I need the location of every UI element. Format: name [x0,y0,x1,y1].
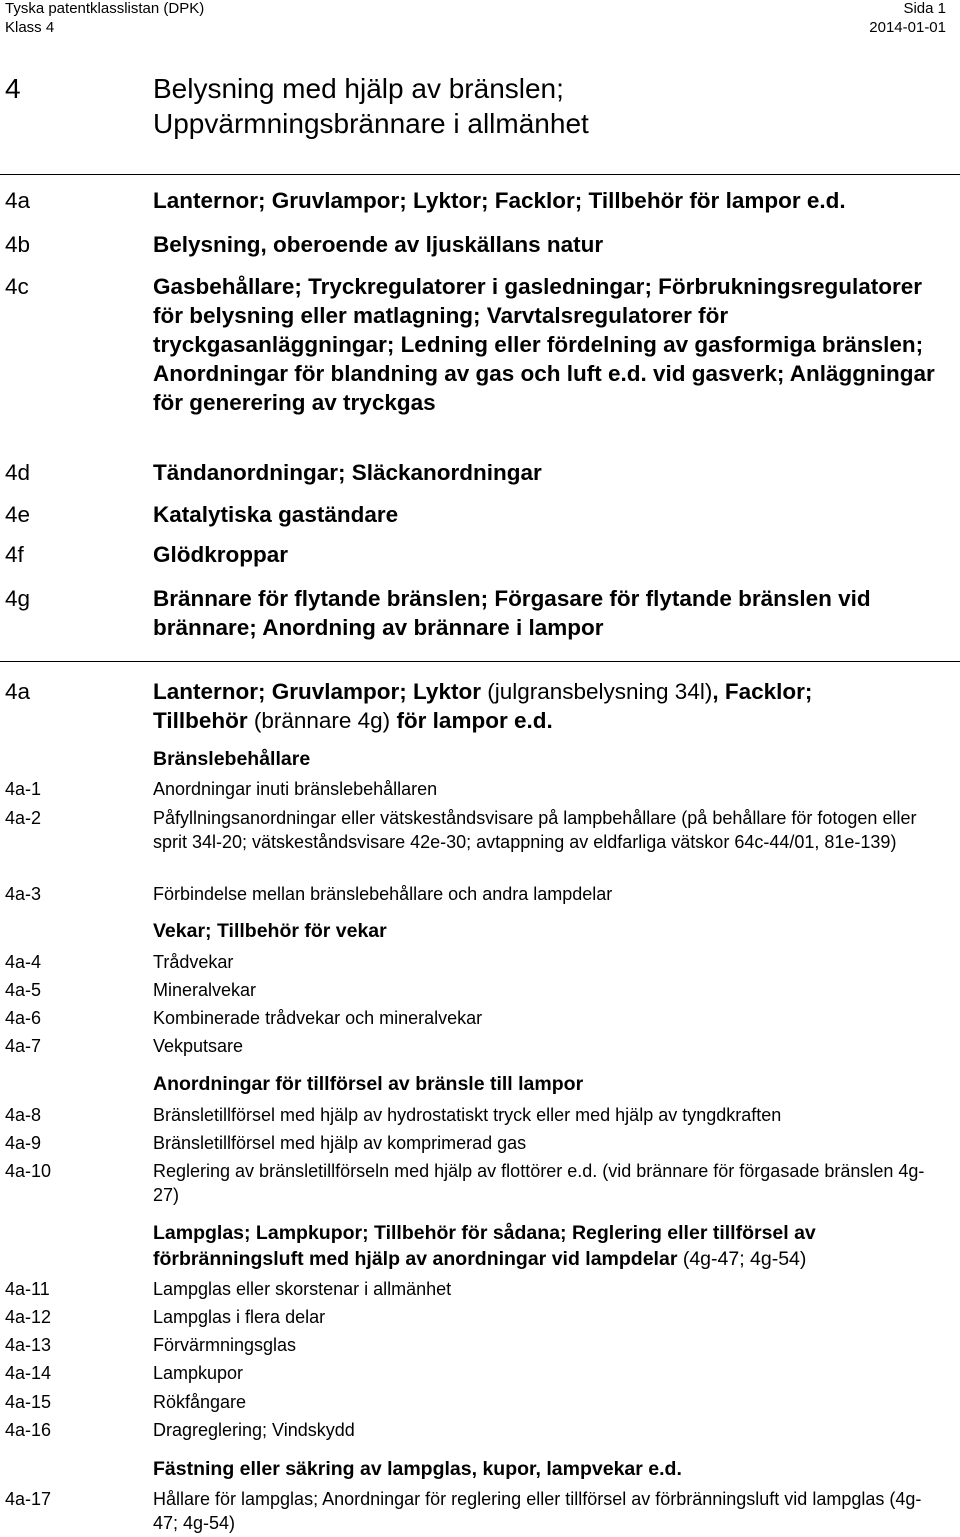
section-title-part: Tillbehör [153,708,248,733]
overview-code: 4f [5,542,24,567]
item-code: 4a-15 [5,1392,52,1412]
overview-code: 4c [5,274,29,299]
item-text: Rökfångare [153,1392,247,1412]
overview-text: Tändanordningar; Släckanordningar [153,460,542,485]
group-heading [153,1220,942,1272]
group-heading: Anordningar för tillförsel av bränsle till lampor [153,1073,584,1095]
item-code: 4a-3 [5,884,42,904]
item-code: 4a-7 [5,1036,42,1056]
overview-text: Glödkroppar [153,542,289,567]
class-number: 4 [5,73,21,104]
item-code: 4a-17 [5,1489,52,1509]
section-title [153,677,942,735]
item-code: 4a-13 [5,1335,52,1355]
item-text: Lampglas i flera delar [153,1307,326,1327]
overview-code: 4a [5,188,31,213]
overview-text: Belysning, oberoende av ljuskällans natur [153,232,604,257]
document-title: Tyska patentklasslistan (DPK) [5,0,205,17]
item-text: Förbindelse mellan bränslebehållare och andra lampdelar [153,884,613,904]
item-code: 4a-14 [5,1363,52,1383]
item-text: Påfyllningsanordningar eller vätskeståndsvisare på lampbehållare (på behållare för fotogen eller sprit 34l-20; vätskeståndsvisare 42e-30; avtappning av eldfarliga vätskor 64c-44/01, 81e-139) [153,808,917,852]
item-code: 4a-1 [5,779,42,799]
divider [0,174,960,175]
overview-code: 4g [5,586,31,611]
item-code: 4a-9 [5,1133,42,1153]
section-code: 4a [5,679,31,704]
section-title-part: för lampor e.d. [390,708,553,733]
group-heading: Fästning eller säkring av lampglas, kupor, lampvekar e.d. [153,1458,682,1480]
overview-text: Brännare för flytande bränslen; Förgasare för flytande bränslen vid brännare; Anordning av brännare i lampor [153,586,871,640]
item-code: 4a-10 [5,1161,52,1181]
page-number: Sida 1 [903,0,946,17]
item-code: 4a-5 [5,980,42,1000]
item-code: 4a-6 [5,1008,42,1028]
section-title-note: (julgransbelysning 34l) [480,679,713,704]
item-code: 4a-8 [5,1105,42,1125]
item-text: Förvärmningsglas [153,1335,297,1355]
divider [0,661,960,662]
group-heading: Vekar; Tillbehör för vekar [153,920,387,942]
item-text: Reglering av bränsletillförseln med hjälp av flottörer e.d. (vid brännare för förgasade bränslen 4g-27) [153,1161,925,1205]
item-text: Kombinerade trådvekar och mineralvekar [153,1008,483,1028]
class-label: Klass 4 [5,19,55,36]
item-code: 4a-16 [5,1420,52,1440]
item-text: Bränsletillförsel med hjälp av hydrostatiskt tryck eller med hjälp av tyngdkraften [153,1105,782,1125]
item-code: 4a-2 [5,808,42,828]
item-text: Hållare för lampglas; Anordningar för reglering eller tillförsel av förbränningsluft vid lampglas (4g-47; 4g-54) [153,1489,922,1533]
overview-code: 4d [5,460,31,485]
item-text: Lampglas eller skorstenar i allmänhet [153,1279,452,1299]
class-title-line1: Belysning med hjälp av bränslen; [153,73,564,104]
class-title-line2: Uppvärmningsbrännare i allmänhet [153,108,589,139]
overview-text: Lanternor; Gruvlampor; Lyktor; Facklor; Tillbehör för lampor e.d. [153,188,846,213]
section-title-part: , Facklor; [712,679,813,704]
document-date: 2014-01-01 [869,19,946,36]
overview-code: 4b [5,232,31,257]
item-text: Trådvekar [153,952,234,972]
overview-code: 4e [5,502,31,527]
item-code: 4a-11 [5,1279,50,1299]
item-code: 4a-4 [5,952,42,972]
item-text: Anordningar inuti bränslebehållaren [153,779,438,799]
item-text: Lampkupor [153,1363,244,1383]
group-heading: Bränslebehållare [153,748,311,770]
item-text: Bränsletillförsel med hjälp av komprimerad gas [153,1133,527,1153]
group-heading-note: (4g-47; 4g-54) [677,1248,807,1270]
section-title-note: (brännare 4g) [247,708,391,733]
item-text: Vekputsare [153,1036,244,1056]
overview-text: Katalytiska gaständare [153,502,399,527]
section-title-part: Lanternor; Gruvlampor; Lyktor [153,679,481,704]
item-code: 4a-12 [5,1307,52,1327]
item-text: Dragreglering; Vindskydd [153,1420,355,1440]
overview-text: Gasbehållare; Tryckregulatorer i gasledningar; Förbrukningsregulatorer för belysning eller matlagning; Varvtalsregulatorer för tryckgasanläggningar; Ledning eller fördelning av gasformiga bränslen; Anordningar för blandning av gas och luft e.d. vid gasverk; Anläggningar för generering av tryckgas [153,274,935,415]
group-heading-text: Lampglas; Lampkupor; Tillbehör för sådana; Reglering eller tillförsel av förbränningsluft med hjälp av anordningar vid lampdelar [153,1222,816,1270]
item-text: Mineralvekar [153,980,257,1000]
